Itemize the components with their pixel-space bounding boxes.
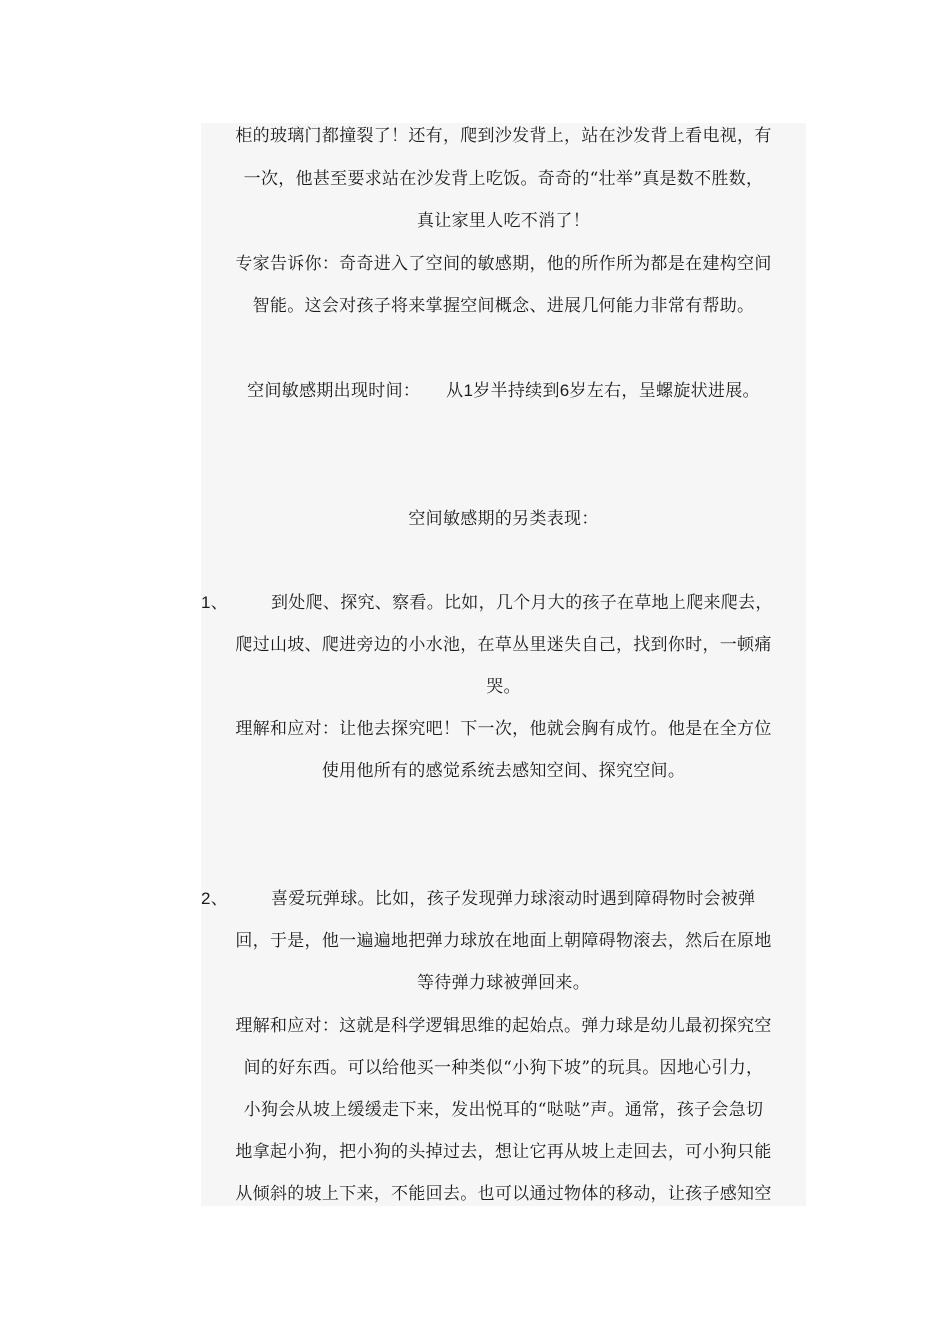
item-2-line: 等待弹力球被弹回来。: [417, 973, 590, 993]
item-1-response: 使用他所有的感觉系统去感知空间、探究空间。: [321, 761, 686, 781]
item-number: 1、: [201, 593, 229, 612]
paragraph-line: 真让家里人吃不消了！: [417, 211, 590, 231]
item-2-first-line: [201, 886, 806, 912]
item-number: 2、: [201, 889, 229, 908]
period-post: 岁左右，呈螺旋状进展。: [569, 381, 760, 401]
item-2-response: 小狗会从坡上缓缓走下来，发出悦耳的“哒哒”声。通常，孩子会急切: [243, 1100, 764, 1120]
period-pre: 从: [446, 381, 464, 401]
section-heading: 空间敏感期的另类表现：: [408, 509, 599, 529]
item-1-line: 哭。: [486, 677, 521, 697]
document-background: [201, 123, 806, 1206]
paragraph-line: 柜的玻璃门都撞裂了！还有，爬到沙发背上，站在沙发背上看电视，有: [235, 126, 772, 146]
item-1-first-line: [201, 590, 806, 616]
item-1-response: 理解和应对：让他去探究吧！下一次，他就会胸有成竹。他是在全方位: [235, 719, 772, 739]
item-2-response: 理解和应对：这就是科学逻辑思维的起始点。弹力球是幼儿最初探究空: [235, 1016, 772, 1036]
sensitive-period-time: [201, 378, 806, 404]
expert-line: 智能。这会对孩子将来掌握空间概念、进展几何能力非常有帮助。: [252, 296, 755, 316]
item-text: 喜爱玩弹球。比如，孩子发现弹力球滚动时遇到障碍物时会被弹: [271, 889, 756, 909]
item-text: 到处爬、探究、察看。比如，几个月大的孩子在草地上爬来爬去，: [271, 593, 773, 613]
paragraph-line: 一次，他甚至要求站在沙发背上吃饭。奇奇的“壮举”真是数不胜数，: [243, 169, 764, 189]
item-2-response: 从倾斜的坡上下来，不能回去。也可以通过物体的移动，让孩子感知空: [235, 1184, 772, 1204]
item-2-line: 回，于是，他一遍遍地把弹力球放在地面上朝障碍物滚去，然后在原地: [235, 931, 772, 951]
period-label: 空间敏感期出现时间：: [247, 381, 421, 401]
period-end: 6: [559, 381, 570, 400]
period-mid: 岁半持续到: [473, 381, 560, 401]
item-2-response: 地拿起小狗，把小狗的头掉过去，想让它再从坡上走回去，可小狗只能: [235, 1142, 772, 1162]
item-1-line: 爬过山坡、爬进旁边的小水池，在草丛里迷失自己，找到你时，一顿痛: [235, 635, 772, 655]
expert-line: 专家告诉你：奇奇进入了空间的敏感期，他的所作所为都是在建构空间: [235, 254, 772, 274]
item-2-response: 间的好东西。可以给他买一种类似“小狗下坡”的玩具。因地心引力，: [243, 1058, 764, 1078]
period-start: 1: [463, 381, 474, 400]
